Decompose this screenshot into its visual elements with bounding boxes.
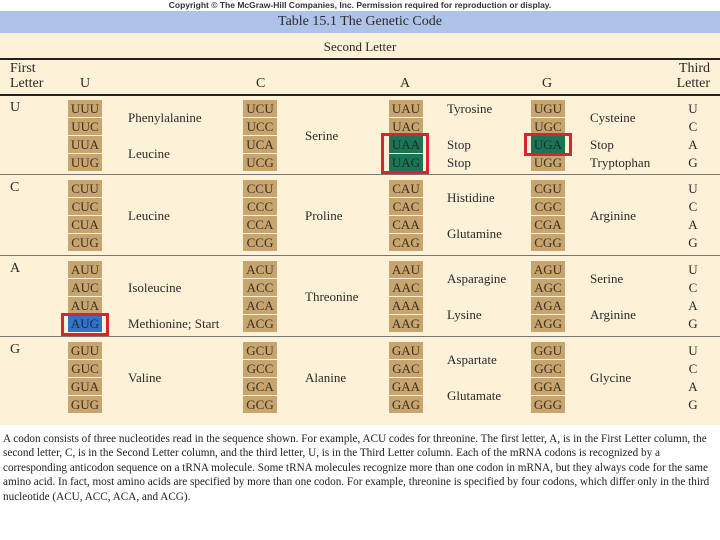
third-letter: U bbox=[688, 181, 698, 196]
codon-ugc: UGC bbox=[531, 118, 565, 135]
codon-cuu: CUU bbox=[68, 180, 102, 197]
column-header-a: A bbox=[400, 76, 411, 91]
codon-agu: AGU bbox=[531, 261, 565, 278]
codon-uag: UAG bbox=[389, 154, 423, 171]
third-letter: C bbox=[688, 199, 698, 214]
amino-acid-label: Serine bbox=[305, 128, 339, 143]
codon-ucc: UCC bbox=[243, 118, 277, 135]
third-letter: A bbox=[688, 298, 698, 313]
codon-uac: UAC bbox=[389, 118, 423, 135]
column-header-g: G bbox=[542, 76, 553, 91]
codon-aac: AAC bbox=[389, 279, 423, 296]
header-rule bbox=[0, 58, 720, 60]
codon-ggc: GGC bbox=[531, 360, 565, 377]
amino-acid-label: Tryptophan bbox=[590, 155, 651, 170]
third-letter: A bbox=[688, 137, 698, 152]
codon-aca: ACA bbox=[243, 297, 277, 314]
codon-cau: CAU bbox=[389, 180, 423, 197]
codon-ugu: UGU bbox=[531, 100, 565, 117]
codon-uua: UUA bbox=[68, 136, 102, 153]
codon-gag: GAG bbox=[389, 396, 423, 413]
codon-agc: AGC bbox=[531, 279, 565, 296]
third-letter: G bbox=[688, 316, 698, 331]
column-header-u: U bbox=[80, 76, 91, 91]
codon-ugg: UGG bbox=[531, 154, 565, 171]
first-letter-line1: First bbox=[10, 61, 36, 76]
amino-acid-label: Phenylalanine bbox=[128, 110, 202, 125]
stop-codons-uaa-uag-outline bbox=[381, 133, 429, 174]
first-letter-line2: Letter bbox=[10, 76, 44, 91]
codon-guc: GUC bbox=[68, 360, 102, 377]
amino-acid-label: Stop bbox=[447, 137, 471, 152]
third-letter-line2: Letter bbox=[676, 76, 710, 91]
amino-acid-label: Asparagine bbox=[447, 271, 507, 286]
codon-block-u bbox=[0, 98, 720, 174]
third-letter: C bbox=[688, 361, 698, 376]
amino-acid-label: Aspartate bbox=[447, 352, 497, 367]
codon-cgu: CGU bbox=[531, 180, 565, 197]
amino-acid-label: Stop bbox=[447, 155, 471, 170]
amino-acid-label: Cysteine bbox=[590, 110, 636, 125]
codon-uca: UCA bbox=[243, 136, 277, 153]
third-letter: G bbox=[688, 235, 698, 250]
header-bottom-rule bbox=[0, 94, 720, 96]
codon-aua: AUA bbox=[68, 297, 102, 314]
codon-cga: CGA bbox=[531, 216, 565, 233]
codon-aga: AGA bbox=[531, 297, 565, 314]
codon-ggu: GGU bbox=[531, 342, 565, 359]
codon-uuc: UUC bbox=[68, 118, 102, 135]
third-letter: U bbox=[688, 101, 698, 116]
codon-gcg: GCG bbox=[243, 396, 277, 413]
codon-aaa: AAA bbox=[389, 297, 423, 314]
codon-block-g bbox=[0, 340, 720, 416]
amino-acid-label: Arginine bbox=[590, 208, 636, 223]
codon-uug: UUG bbox=[68, 154, 102, 171]
codon-gga: GGA bbox=[531, 378, 565, 395]
codon-cca: CCA bbox=[243, 216, 277, 233]
third-letter: G bbox=[688, 155, 698, 170]
codon-gug: GUG bbox=[68, 396, 102, 413]
codon-cag: CAG bbox=[389, 234, 423, 251]
codon-ucg: UCG bbox=[243, 154, 277, 171]
amino-acid-label: Stop bbox=[590, 137, 614, 152]
codon-aau: AAU bbox=[389, 261, 423, 278]
block-divider bbox=[0, 336, 720, 337]
codon-ccu: CCU bbox=[243, 180, 277, 197]
first-letter: U bbox=[10, 100, 21, 115]
column-header-c: C bbox=[256, 76, 266, 91]
third-letter: C bbox=[688, 119, 698, 134]
codon-gau: GAU bbox=[389, 342, 423, 359]
third-letter: G bbox=[688, 397, 698, 412]
codon-uaa: UAA bbox=[389, 136, 423, 153]
first-letter: G bbox=[10, 342, 21, 357]
amino-acid-label: Glycine bbox=[590, 370, 632, 385]
first-letter: A bbox=[10, 261, 21, 276]
amino-acid-label: Arginine bbox=[590, 307, 636, 322]
codon-uga: UGA bbox=[531, 136, 565, 153]
codon-acg: ACG bbox=[243, 315, 277, 332]
codon-ccc: CCC bbox=[243, 198, 277, 215]
codon-gcu: GCU bbox=[243, 342, 277, 359]
codon-agg: AGG bbox=[531, 315, 565, 332]
codon-guu: GUU bbox=[68, 342, 102, 359]
amino-acid-label: Lysine bbox=[447, 307, 482, 322]
third-letter: A bbox=[688, 379, 698, 394]
codon-ggg: GGG bbox=[531, 396, 565, 413]
first-letter: C bbox=[10, 180, 20, 195]
second-letter-heading: Second Letter bbox=[323, 39, 397, 54]
codon-cug: CUG bbox=[68, 234, 102, 251]
copyright-notice: Copyright © The McGraw-Hill Companies, Inc. Permission required for reproduction or display. bbox=[168, 0, 552, 10]
third-letter: A bbox=[688, 217, 698, 232]
codon-acc: ACC bbox=[243, 279, 277, 296]
codon-cac: CAC bbox=[389, 198, 423, 215]
block-divider bbox=[0, 255, 720, 256]
codon-cuc: CUC bbox=[68, 198, 102, 215]
codon-cgc: CGC bbox=[531, 198, 565, 215]
codon-cua: CUA bbox=[68, 216, 102, 233]
third-letter-line1: Third bbox=[678, 61, 710, 76]
amino-acid-label: Methionine; Start bbox=[128, 316, 220, 331]
start-codon-aug-outline bbox=[61, 313, 109, 336]
table-caption: A codon consists of three nucleotides read in the sequence shown. For example, ACU codes for threonine. The first letter, A, is in the First Letter column, the second letter, C, is in the Second Letter column, and the third letter, U, is in the Third Letter column. Each of the mRNA codons is recognized by a corresponding anticodon sequence on a tRNA molecule. Some tRNA molecules recognize more than one codon in mRNA, but they always code for the same amino acid. In fact, most amino acids are specified by more than one codon. For example, threonine is specified by four codons, which differ only in the third nucleotide (ACU, ACC, ACA, and ACG). bbox=[3, 433, 710, 503]
table-title: Table 15.1 The Genetic Code bbox=[0, 11, 720, 33]
amino-acid-label: Isoleucine bbox=[128, 280, 182, 295]
codon-ccg: CCG bbox=[243, 234, 277, 251]
amino-acid-label: Tyrosine bbox=[447, 101, 493, 116]
first-letter-header bbox=[10, 61, 43, 91]
amino-acid-label: Leucine bbox=[128, 208, 170, 223]
block-divider bbox=[0, 174, 720, 175]
codon-auc: AUC bbox=[68, 279, 102, 296]
codon-caa: CAA bbox=[389, 216, 423, 233]
codon-cgg: CGG bbox=[531, 234, 565, 251]
codon-gca: GCA bbox=[243, 378, 277, 395]
codon-uuu: UUU bbox=[68, 100, 102, 117]
codon-aug: AUG bbox=[68, 315, 102, 332]
amino-acid-label: Proline bbox=[305, 208, 343, 223]
codon-gaa: GAA bbox=[389, 378, 423, 395]
stop-codon-uga-outline bbox=[524, 133, 572, 156]
codon-uau: UAU bbox=[389, 100, 423, 117]
codon-aag: AAG bbox=[389, 315, 423, 332]
amino-acid-label: Alanine bbox=[305, 370, 347, 385]
codon-auu: AUU bbox=[68, 261, 102, 278]
codon-gac: GAC bbox=[389, 360, 423, 377]
third-letter: U bbox=[688, 262, 698, 277]
third-letter-header bbox=[677, 61, 710, 91]
third-letter: U bbox=[688, 343, 698, 358]
amino-acid-label: Histidine bbox=[447, 190, 495, 205]
codon-acu: ACU bbox=[243, 261, 277, 278]
amino-acid-label: Glutamate bbox=[447, 388, 502, 403]
codon-block-c bbox=[0, 178, 720, 254]
amino-acid-label: Threonine bbox=[305, 289, 359, 304]
amino-acid-label: Leucine bbox=[128, 146, 170, 161]
codon-gua: GUA bbox=[68, 378, 102, 395]
codon-gcc: GCC bbox=[243, 360, 277, 377]
amino-acid-label: Glutamine bbox=[447, 226, 502, 241]
codon-ucu: UCU bbox=[243, 100, 277, 117]
genetic-code-table bbox=[0, 11, 720, 425]
amino-acid-label: Valine bbox=[128, 370, 162, 385]
third-letter: C bbox=[688, 280, 698, 295]
amino-acid-label: Serine bbox=[590, 271, 624, 286]
